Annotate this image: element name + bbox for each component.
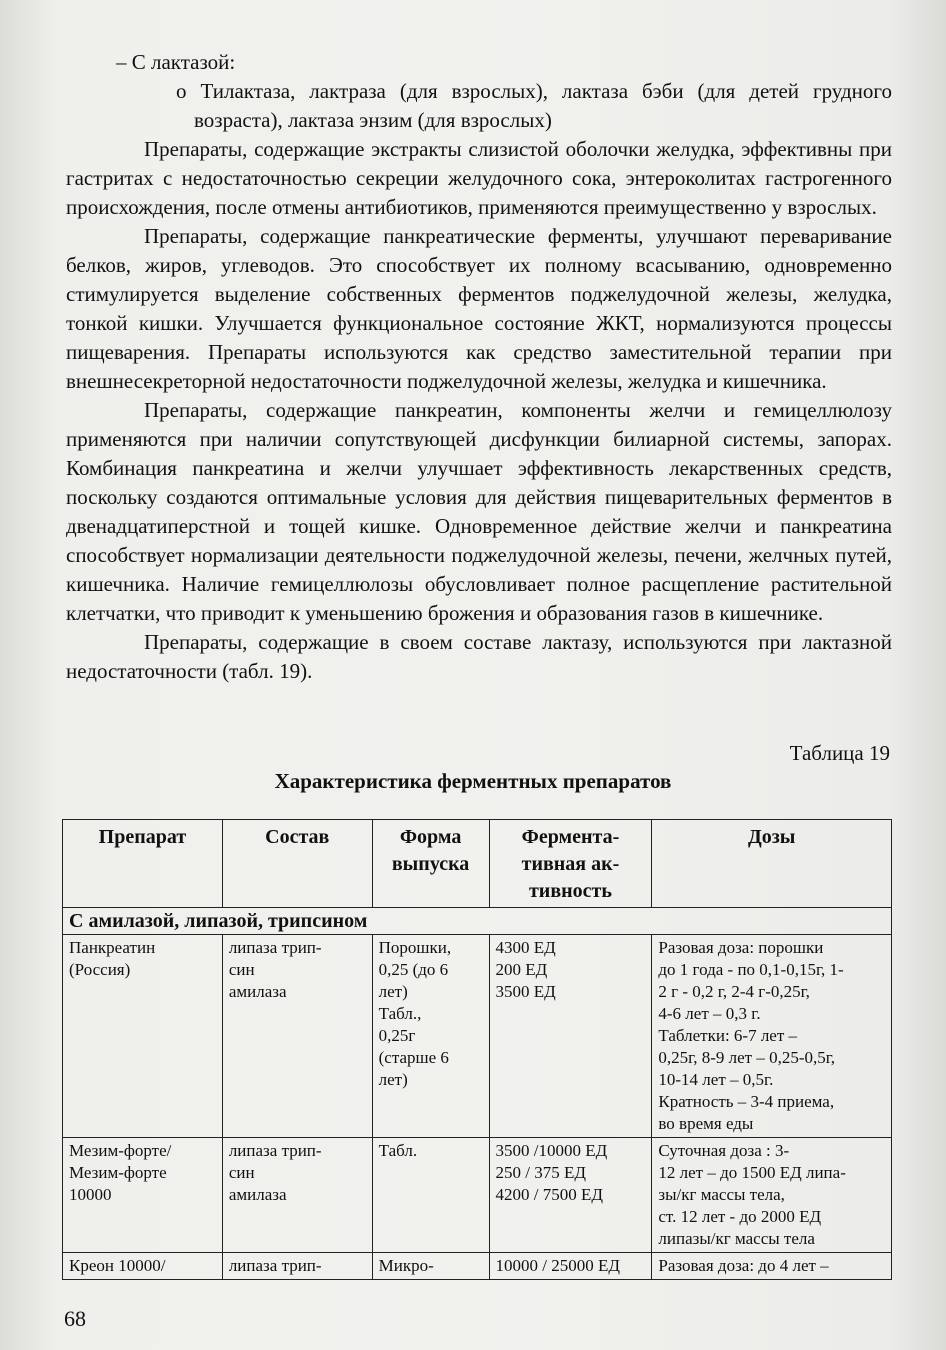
cell-line: Разовая доза: до 4 лет – [658,1256,829,1275]
paragraph-pancreatic-enzymes: Препараты, содержащие панкреатические ферменты, улучшают переваривание белков, жиров, углеводов. Это способствует их полному всасыванию, одновременно стимулируется выделение собственных ферментов поджелудочной железы, желудка, тонкой кишки. Улучшается функциональное состояние ЖКТ, нормализуются процессы пищеварения. Препараты используются как средство заместительной терапии при внешнесекреторной недостаточности поджелудочной железы, желудка и кишечника. [66,224,892,393]
table-row [63,1253,892,1280]
cell-line: липаза трип- [228,1141,322,1160]
cell-drug [63,935,223,1138]
cell-doses [652,935,892,1138]
table-group-row [63,908,892,935]
cell-line: Табл. [378,1141,418,1160]
cell-line: Порошки, [378,938,452,957]
table-row [63,1138,892,1253]
cell-line: лет) [378,1070,408,1089]
cell-line: 2 г - 0,2 г, 2-4 г-0,25г, [658,982,810,1001]
cell-line: 0,25 (до 6 [378,960,449,979]
paragraph-pancreatin-bile: Препараты, содержащие панкреатин, компоненты желчи и гемицеллюлозу применяются при наличии сопутствующей дисфункции билиарной системы, запорах. Комбинация панкреатина и желчи улучшает эффективность лекарственных средств, поскольку создаются оптимальные условия для действия пищеварительных ферментов в двенадцатиперстной и тощей кишке. Одновременное действие желчи и панкреатина способствует нормализации деятельности поджелудочной железы, печени, желчных путей, кишечника. Наличие гемицеллюлозы обусловливает полное расщепление растительной клетчатки, что приводит к уменьшению брожения и образования газов в кишечнике. [66,398,892,625]
cell-line: ст. 12 лет - до 2000 ЕД [658,1207,822,1226]
cell-doses [652,1138,892,1253]
body-text [66,48,892,686]
cell-line: 0,25г [378,1026,416,1045]
cell-line: Таблетки: 6-7 лет – [658,1026,798,1045]
header-activity: Фермента-тивная ак-тивность [489,820,652,908]
cell-line: до 1 года - по 0,1-0,15г, 1- [658,960,844,979]
cell-composition [222,1253,372,1280]
cell-line: 4200 / 7500 ЕД [495,1185,604,1204]
paragraph-gastric-extracts: Препараты, содержащие экстракты слизистой оболочки желудка, эффективны при гастритах с недостаточностью секреции желудочного сока, энтероколитах гастрогенного происхождения, после отмены антибиотиков, применяются преимущественно у взрослых. [66,137,892,219]
page-number: 68 [64,1306,86,1331]
cell-line: Разовая доза: порошки [658,938,824,957]
cell-line: син [228,960,255,979]
cell-doses [652,1253,892,1280]
cell-composition [222,935,372,1138]
cell-line: 200 ЕД [495,960,548,979]
cell-line: во время еды [658,1114,754,1133]
cell-line: липазы/кг массы тела [658,1229,815,1248]
cell-line: 4-6 лет – 0,3 г. [658,1004,761,1023]
cell-form [372,1138,489,1253]
group-label: С амилазой, липазой, трипсином [63,908,892,935]
header-doses: Дозы [652,820,892,908]
table-caption: Таблица 19 [789,741,890,765]
cell-line: 10000 [69,1185,112,1204]
cell-line: 4300 ЕД [495,938,556,957]
table-header-row [63,820,892,908]
cell-line: 10000 / 25000 ЕД [495,1256,621,1275]
cell-line: Креон 10000/ [69,1256,166,1275]
table-title: Характеристика ферментных препаратов [274,769,672,793]
cell-line: 3500 /10000 ЕД [495,1141,608,1160]
cell-line: Панкреатин [69,938,156,957]
cell-line: 12 лет – до 1500 ЕД липа- [658,1163,846,1182]
cell-line: Мезим-форте/ [69,1141,172,1160]
cell-line: амилаза [228,982,287,1001]
cell-composition [222,1138,372,1253]
cell-line: 3500 ЕД [495,982,556,1001]
paragraph-lactase: Препараты, содержащие в своем составе лактазу, используются при лактазной недостаточности (табл. 19). [66,630,892,683]
header-composition: Состав [222,820,372,908]
table-body [63,935,892,1280]
cell-activity [489,935,652,1138]
cell-activity [489,1253,652,1280]
cell-line: (старше 6 [378,1048,449,1067]
cell-line: Микро- [378,1256,434,1275]
cell-form [372,935,489,1138]
cell-line: 10-14 лет – 0,5г. [658,1070,774,1089]
cell-line: Мезим-форте [69,1163,167,1182]
table-row [63,935,892,1138]
cell-line: зы/кг массы тела, [658,1185,785,1204]
cell-line: липаза трип- [228,1256,322,1275]
cell-line: лет) [378,982,408,1001]
cell-line: липаза трип- [228,938,322,957]
cell-line: син [228,1163,255,1182]
cell-activity [489,1138,652,1253]
cell-line: Кратность – 3-4 приема, [658,1092,835,1111]
cell-form [372,1253,489,1280]
cell-line: Табл., [378,1004,422,1023]
lactase-list-heading: – С лактазой: [116,50,236,74]
enzyme-table [62,819,892,1280]
header-drug: Препарат [63,820,223,908]
cell-line: 250 / 375 ЕД [495,1163,587,1182]
cell-line: (Россия) [69,960,131,979]
cell-line: амилаза [228,1185,287,1204]
cell-line: Суточная доза : 3- [658,1141,790,1160]
cell-line: 0,25г, 8-9 лет – 0,25-0,5г, [658,1048,836,1067]
lactase-list-subitem: o Тилактаза, лактраза (для взрослых), лактаза бэби (для детей грудного возраста), лактаза энзим (для взрослых) [176,79,892,132]
header-form: Форма выпуска [372,820,489,908]
cell-drug [63,1253,223,1280]
cell-drug [63,1138,223,1253]
